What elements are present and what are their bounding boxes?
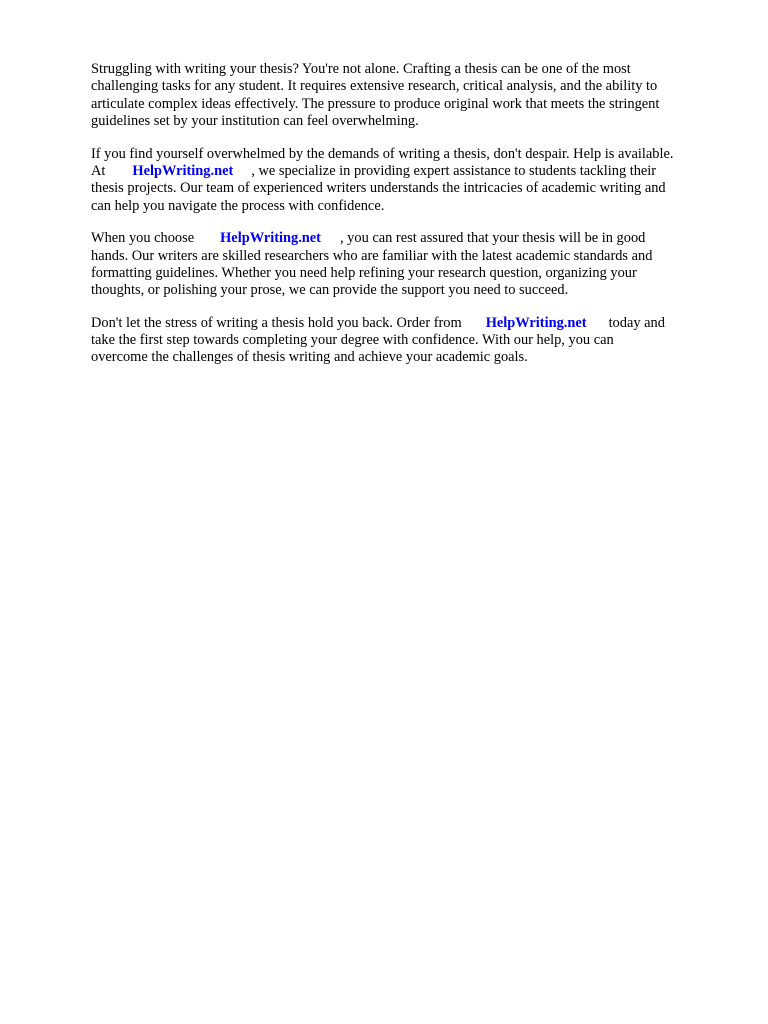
text-line: can help you navigate the process with confidence.	[91, 197, 385, 214]
document-body	[91, 61, 731, 382]
text-line: hands. Our writers are skilled researchers who are familiar with the latest academic standards and	[91, 247, 653, 264]
text-line: guidelines set by your institution can feel overwhelming.	[91, 113, 419, 130]
text-line-with-link	[91, 315, 731, 332]
text-fragment: today and	[608, 314, 665, 331]
text-line: Struggling with writing your thesis? You're not alone. Crafting a thesis can be one of the most	[91, 61, 631, 77]
helpwriting-link[interactable]: HelpWriting.net	[485, 314, 587, 331]
text-fragment: , we specialize in providing expert assistance to students tackling their	[251, 162, 657, 179]
text-line: overcome the challenges of thesis writing and achieve your academic goals.	[91, 349, 528, 366]
helpwriting-link[interactable]: HelpWriting.net	[220, 230, 321, 247]
paragraph-intro	[91, 61, 731, 131]
text-line: thesis projects. Our team of experienced writers understands the intricacies of academic writing and	[91, 180, 666, 197]
text-line: If you find yourself overwhelmed by the demands of writing a thesis, don't despair. Help is available.	[91, 145, 674, 162]
paragraph-when-you-choose	[91, 230, 731, 300]
paragraph-help-available	[91, 146, 731, 216]
text-line: take the first step towards completing your degree with confidence. With our help, you can	[91, 332, 614, 349]
text-fragment: At	[91, 162, 106, 179]
text-line: formatting guidelines. Whether you need help refining your research question, organizing your	[91, 264, 637, 281]
helpwriting-link[interactable]: HelpWriting.net	[132, 162, 234, 179]
text-line: thoughts, or polishing your prose, we can provide the support you need to succeed.	[91, 282, 569, 299]
text-line: challenging tasks for any student. It requires extensive research, critical analysis, and the ability to	[91, 78, 658, 95]
text-fragment: When you choose	[91, 230, 195, 247]
text-line-with-link	[91, 163, 731, 180]
text-fragment: , you can rest assured that your thesis will be in good	[339, 230, 646, 247]
text-line: articulate complex ideas effectively. The pressure to produce original work that meets the stringent	[91, 95, 660, 112]
text-line-with-link	[91, 230, 731, 247]
paragraph-order	[91, 315, 731, 367]
text-fragment: Don't let the stress of writing a thesis hold you back. Order from	[91, 314, 462, 331]
